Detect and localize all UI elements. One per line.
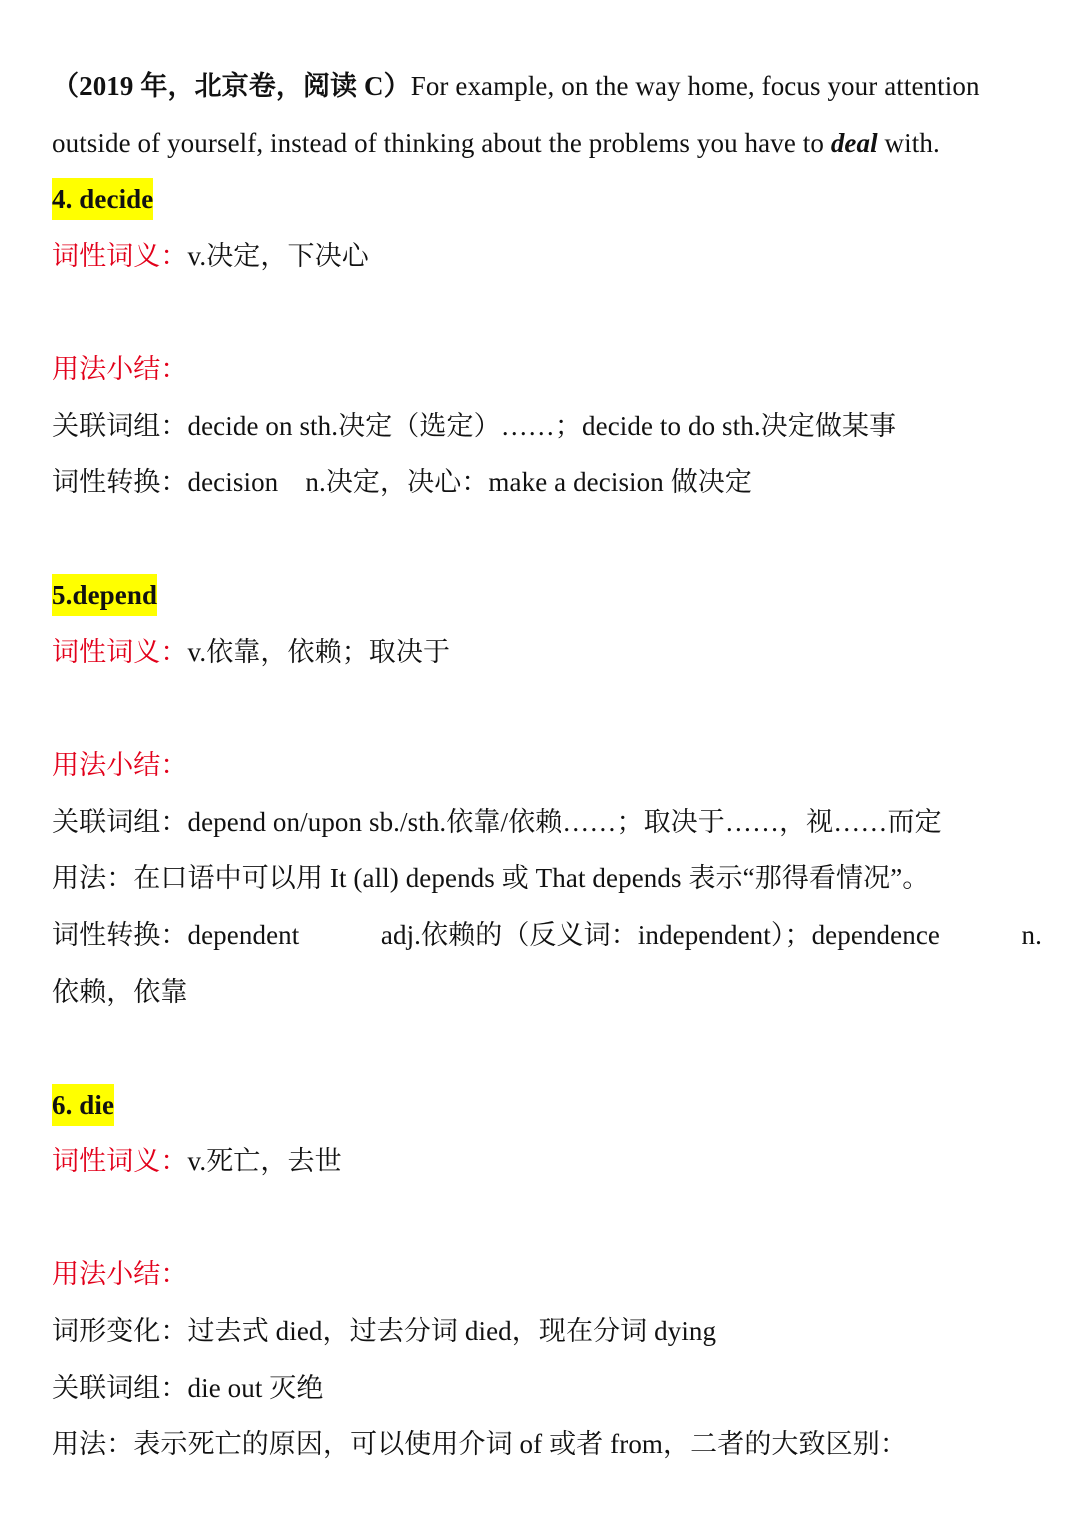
meaning-label: 词性词义：: [52, 1146, 188, 1177]
usage-line: 用法：表示死亡的原因，可以使用介词 of 或者 from，二者的大致区别：: [52, 1429, 907, 1460]
summary-label: 用法小结：: [52, 1259, 188, 1290]
summary-label-depend: [52, 737, 1042, 794]
spacer: [52, 511, 1042, 568]
usage-line: 词性转换：decision n.决定，决心：make a decision 做决定: [52, 467, 753, 498]
spacer: [52, 1020, 1042, 1077]
conversion-part: 词性转换：dependent: [52, 919, 300, 950]
example-text-1: For example, on the way home, focus your attention: [410, 71, 980, 101]
example-emphasis: deal: [830, 127, 878, 158]
usage-line: 关联词组：depend on/upon sb./sth.依靠/依赖……；取决于……，视……而定: [52, 806, 942, 837]
example-line-1: [52, 58, 1042, 115]
meaning-line-depend: [52, 624, 1042, 681]
entry-heading: 4. decide: [52, 178, 153, 220]
usage-line: 关联词组：decide on sth.决定（选定）……；decide to do sth.决定做某事: [52, 410, 897, 441]
usage-line: 词形变化：过去式 died，过去分词 died，现在分词 dying: [52, 1316, 717, 1347]
spacer: [52, 1190, 1042, 1247]
usage-line: 关联词组：die out 灭绝: [52, 1372, 324, 1403]
entry-heading: 5.depend: [52, 574, 157, 616]
example-line-2: [52, 115, 1042, 172]
summary-label-decide: [52, 341, 1042, 398]
meaning-line-decide: [52, 228, 1042, 285]
spacer: [52, 681, 1042, 738]
summary-label-die: [52, 1246, 1042, 1303]
summary-label: 用法小结：: [52, 353, 188, 384]
meaning-line-die: [52, 1133, 1042, 1190]
entry-heading-die: [52, 1077, 1042, 1134]
conversion-part: n.: [1021, 919, 1042, 950]
spacer: [52, 284, 1042, 341]
example-text-3: with.: [877, 127, 940, 158]
conversion-continuation: 依赖，依靠: [52, 976, 188, 1007]
meaning-text: v.死亡，去世: [187, 1146, 342, 1177]
conversion-part: adj.依赖的（反义词：independent）；dependence: [380, 919, 940, 950]
entry-heading: 6. die: [52, 1084, 114, 1126]
summary-label: 用法小结：: [52, 750, 188, 781]
conversion-line-depend: [52, 907, 1042, 964]
example-text-2: outside of yourself, instead of thinking about the problems you have to: [52, 127, 831, 158]
entry-heading-decide: [52, 171, 1042, 228]
meaning-label: 词性词义：: [52, 240, 188, 271]
meaning-label: 词性词义：: [52, 636, 188, 667]
meaning-text: v.决定，下决心: [187, 240, 369, 271]
meaning-text: v.依靠，依赖；取决于: [187, 636, 451, 667]
usage-line: 用法：在口语中可以用 It (all) depends 或 That depends 表示“那得看情况”。: [52, 863, 930, 894]
entry-heading-depend: [52, 567, 1042, 624]
example-source: （2019 年，北京卷，阅读 C）: [52, 71, 411, 101]
document-page: [52, 58, 1042, 1473]
